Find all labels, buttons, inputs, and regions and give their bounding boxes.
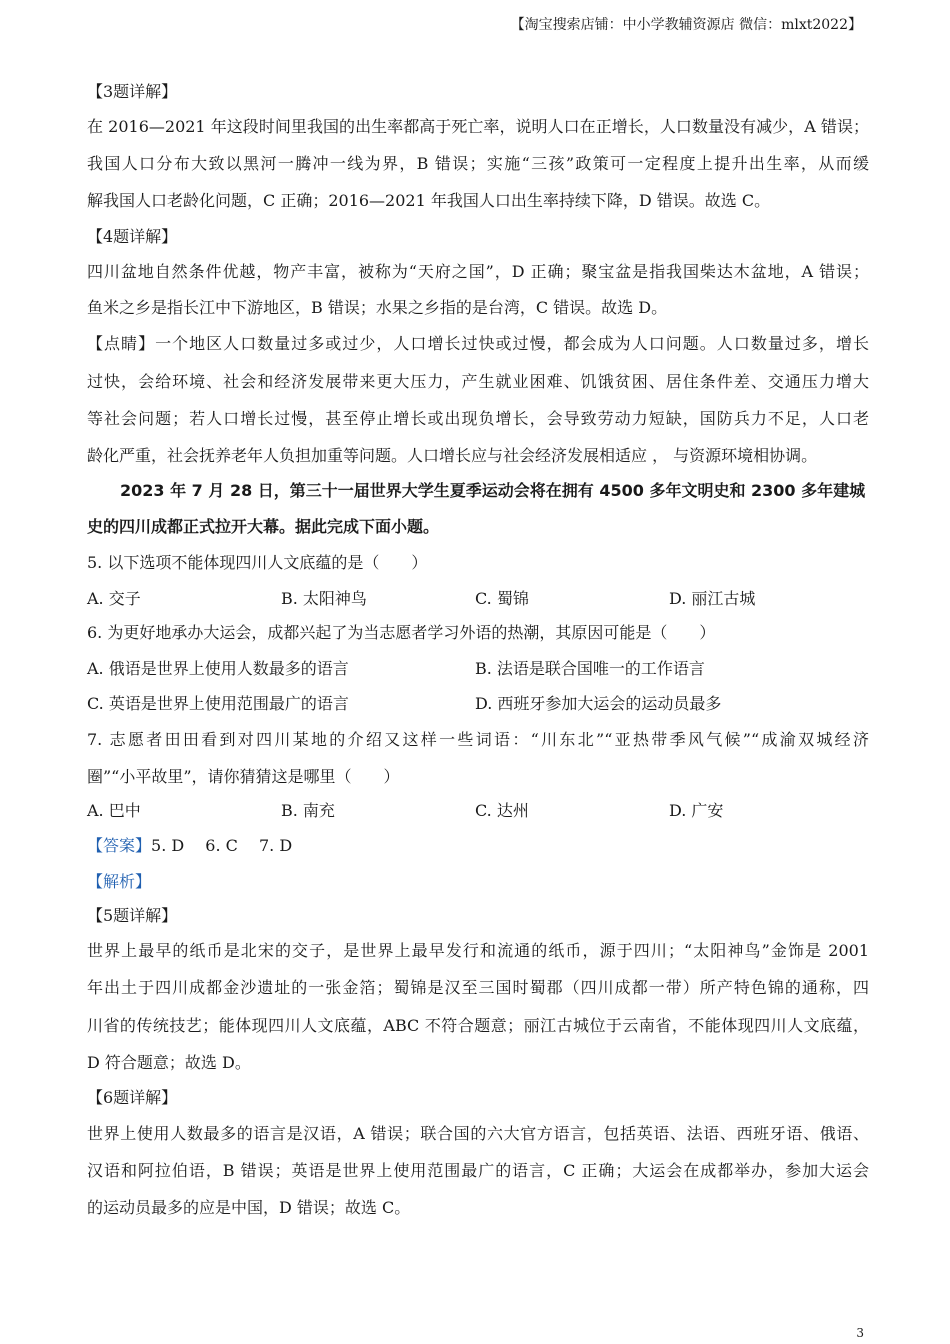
- page-number: 3: [856, 1326, 864, 1340]
- option-d: D. 丽江古城: [669, 589, 756, 608]
- q5-line: D 符合题意；故选 D。: [87, 1053, 251, 1072]
- option-a: A. 巴中: [87, 801, 141, 820]
- q4-heading: 【4题详解】: [87, 227, 178, 246]
- intro-line: 史的四川成都正式拉开大幕。据此完成下面小题。: [87, 517, 440, 536]
- option-b: B. 南充: [281, 801, 335, 820]
- option-c: C. 达州: [475, 801, 529, 820]
- q6-line: 汉语和阿拉伯语，B 错误；英语是世界上使用范围最广的语言，C 正确；大运会在成都举办，参加大运会: [87, 1161, 869, 1180]
- analysis-label: 【解析】: [87, 872, 152, 891]
- question-5-options: [0, 589, 950, 609]
- page-header: 【淘宝搜索店铺：中小学教辅资源店 微信：mlxt2022】: [510, 17, 862, 33]
- option-b: B. 太阳神鸟: [281, 589, 367, 608]
- dianjing-line: 等社会问题；若人口增长过慢，甚至停止增长或出现负增长，会导致劳动力短缺，国防兵力不足，人口老: [87, 409, 869, 428]
- q3-line: 在 2016—2021 年这段时间里我国的出生率都高于死亡率，说明人口在正增长，人口数量没有减少，A 错误；: [87, 117, 869, 136]
- question-7-stem: 7. 志愿者田田看到对四川某地的介绍又这样一些词语：“川东北”“亚热带季风气候”“成渝双城经济: [87, 730, 869, 749]
- option-a: A. 交子: [87, 589, 141, 608]
- dianjing-line: 龄化严重，社会抚养老年人负担加重等问题。人口增长应与社会经济发展相适应 ， 与资源环境相协调。: [87, 446, 818, 465]
- option-d: D. 广安: [669, 801, 724, 820]
- option-c: C. 蜀锦: [475, 589, 529, 608]
- dianjing-line: 【点睛】一个地区人口数量过多或过少，人口增长过快或过慢，都会成为人口问题。人口数量过多，增长: [87, 334, 869, 353]
- dianjing-label: 【点睛】: [87, 334, 156, 353]
- q6-heading: 【6题详解】: [87, 1088, 178, 1107]
- q4-line: 四川盆地自然条件优越，物产丰富，被称为“天府之国”，D 正确；聚宝盆是指我国柴达木盆地，A 错误；: [87, 262, 869, 281]
- answer-text: 5. D 6. C 7. D: [151, 836, 293, 855]
- q6-line: 的运动员最多的应是中国，D 错误；故选 C。: [87, 1198, 411, 1217]
- question-5-stem: 5. 以下选项不能体现四川人文底蕴的是（ ）: [87, 553, 428, 572]
- intro-line: 2023 年 7 月 28 日，第三十一届世界大学生夏季运动会将在拥有 4500 多年文明史和 2300 多年建城: [120, 481, 866, 500]
- answer-line: [87, 836, 292, 856]
- question-6-stem: 6. 为更好地承办大运会，成都兴起了为当志愿者学习外语的热潮，其原因可能是（ ）: [87, 623, 716, 642]
- dianjing-line: 过快，会给环境、社会和经济发展带来更大压力，产生就业困难、饥饿贫困、居住条件差、交通压力增大: [87, 372, 869, 391]
- q5-line: 年出土于四川成都金沙遗址的一张金箔；蜀锦是汉至三国时蜀郡（四川成都一带）所产特色锦的通称，四: [87, 978, 869, 997]
- q5-heading: 【5题详解】: [87, 906, 178, 925]
- q5-line: 川省的传统技艺；能体现四川人文底蕴，ABC 不符合题意；丽江古城位于云南省，不能体现四川人文底蕴，: [87, 1016, 869, 1035]
- option-d: D. 西班牙参加大运会的运动员最多: [475, 694, 722, 713]
- option-a: A. 俄语是世界上使用人数最多的语言: [87, 659, 349, 678]
- q3-line: 我国人口分布大致以黑河一腾冲一线为界，B 错误；实施“三孩”政策可一定程度上提升出生率，从而缓: [87, 154, 869, 173]
- option-c: C. 英语是世界上使用范围最广的语言: [87, 694, 349, 713]
- q6-line: 世界上使用人数最多的语言是汉语，A 错误；联合国的六大官方语言，包括英语、法语、西班牙语、俄语、: [87, 1124, 869, 1143]
- question-7-stem: 圈”“小平故里”，请你猜猜这是哪里（ ）: [87, 767, 400, 786]
- q4-line: 鱼米之乡是指长江中下游地区，B 错误；水果之乡指的是台湾，C 错误。故选 D。: [87, 298, 668, 317]
- q5-line: 世界上最早的纸币是北宋的交子，是世界上最早发行和流通的纸币，源于四川；“太阳神鸟”金饰是 2001: [87, 941, 869, 960]
- option-b: B. 法语是联合国唯一的工作语言: [475, 659, 705, 678]
- answer-label: 【答案】: [87, 836, 152, 855]
- question-7-options: [0, 801, 950, 821]
- q3-line: 解我国人口老龄化问题，C 正确；2016—2021 年我国人口出生率持续下降，D 错误。故选 C。: [87, 191, 771, 210]
- question-6-options: [0, 694, 950, 714]
- q3-heading: 【3题详解】: [87, 82, 178, 101]
- question-6-options: [0, 659, 950, 679]
